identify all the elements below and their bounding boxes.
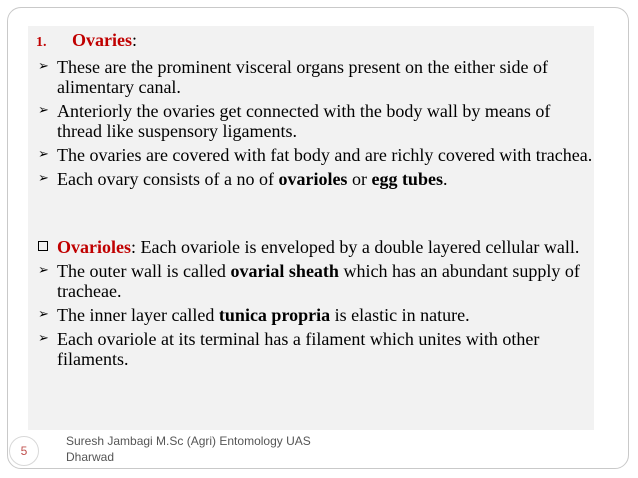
ovaries-bullet-list [36,57,596,189]
ovarioles-bullet-item [36,305,596,325]
slide-footer [0,434,638,474]
footer-credit [66,433,366,465]
section-spacer [36,193,596,237]
section-number: 1. [36,35,47,50]
ovaries-bullet-item [36,57,596,97]
ovarioles-description: : Each ovariole is enveloped by a double layered cellular wall. [131,237,580,257]
footer-credit-line-1: Suresh Jambagi M.Sc (Agri) Entomology UAS [66,434,311,448]
arrowhead-bullet-icon: ➢ [38,171,49,186]
ovarioles-bullet-list [36,261,596,369]
arrowhead-bullet-icon: ➢ [38,103,49,118]
bullet-text: or [347,169,372,189]
arrowhead-bullet-icon: ➢ [38,263,49,278]
bullet-text: The ovaries are covered with fat body and are richly covered with trachea. [57,145,593,165]
arrowhead-bullet-icon: ➢ [38,331,49,346]
section-title: Ovaries [72,30,132,50]
ovaries-bullet-item [36,169,596,189]
arrowhead-bullet-icon: ➢ [38,147,49,162]
bold-term: egg tubes [371,169,443,189]
ovarioles-heading [36,237,596,257]
bullet-text: These are the prominent visceral organs present on the either side of alimentary canal. [57,57,548,97]
arrowhead-bullet-icon: ➢ [38,307,49,322]
section-colon: : [132,30,138,50]
slide-content [36,29,596,373]
bullet-text: The inner layer called [57,305,219,325]
ovarioles-bullet-item [36,329,596,369]
ovarioles-title: Ovarioles [57,237,131,257]
bullet-text: is elastic in nature. [330,305,470,325]
bullet-text: Anteriorly the ovaries get connected with the body wall by means of thread like suspensory ligaments. [57,101,551,141]
bold-term: ovarioles [278,169,348,189]
ovaries-bullet-item [36,101,596,141]
bullet-text: . [442,169,448,189]
arrowhead-bullet-icon: ➢ [38,59,49,74]
page-number-badge: 5 [9,436,39,466]
ovaries-bullet-item [36,145,596,165]
bold-term: tunica propria [218,305,331,325]
checkbox-bullet-icon [38,241,48,251]
bullet-text: Each ovariole at its terminal has a filament which unites with other filaments. [57,329,540,369]
bullet-text: Each ovary consists of a no of [57,169,279,189]
ovarioles-bullet-item [36,261,596,301]
footer-credit-line-2: Dharwad [66,450,115,464]
bullet-text: which has an abundant supply of tracheae. [57,261,580,301]
section-heading [36,29,596,54]
bold-term: ovarial sheath [230,261,339,281]
bullet-text: The outer wall is called [57,261,231,281]
